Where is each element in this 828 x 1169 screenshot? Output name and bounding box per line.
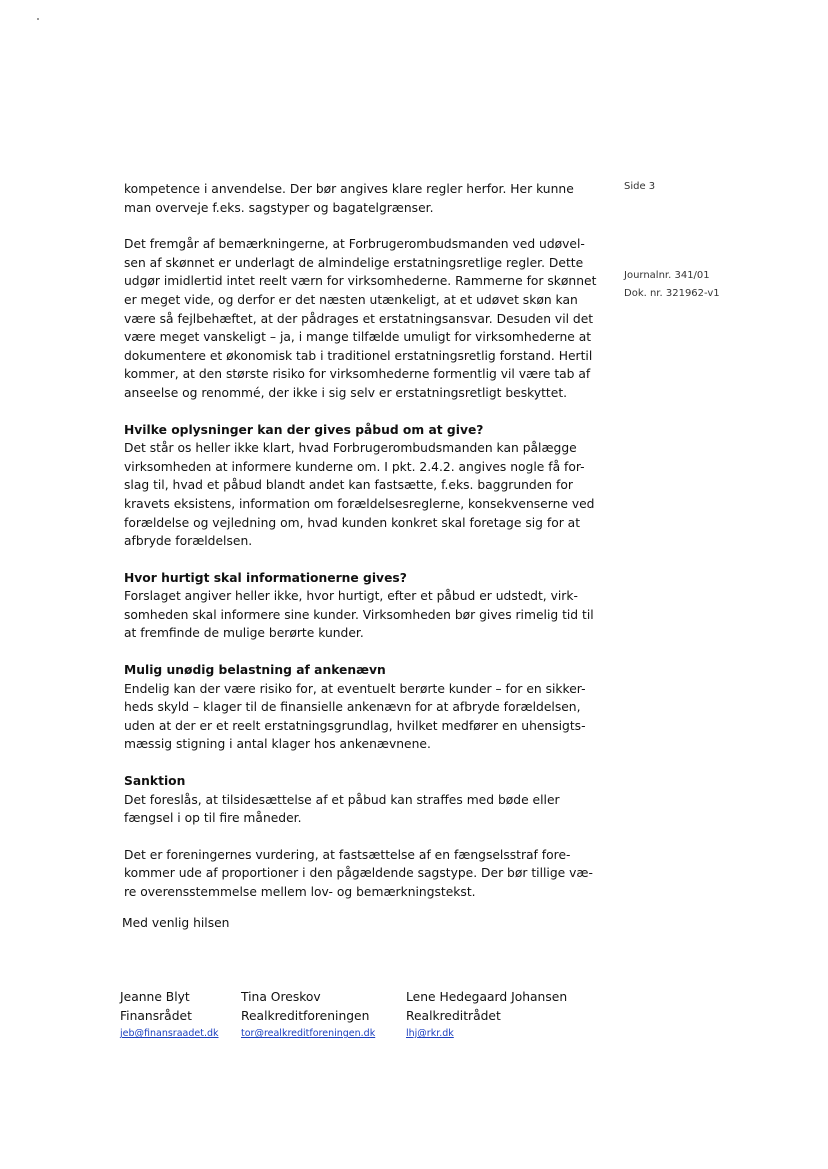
text-line: kommer ude af proportioner i den pågældende sagstype. Der bør tillige væ- — [124, 866, 593, 881]
section-heading: Hvor hurtigt skal informationerne gives? — [124, 570, 407, 585]
text-line: re overensstemmelse mellem lov- og bemærkningstekst. — [124, 885, 476, 899]
paragraph — [124, 569, 594, 643]
paragraph — [124, 772, 594, 828]
paragraph — [124, 421, 594, 551]
signature-block-3 — [406, 988, 567, 1044]
signer-organization: Finansrådet — [120, 1008, 192, 1023]
paragraph — [124, 180, 594, 217]
page-number: Side 3 — [624, 181, 656, 192]
text-line: somheden skal informere sine kunder. Virksomheden bør gives rimelig tid til — [124, 607, 594, 622]
text-line: fængsel i op til fire måneder. — [124, 811, 302, 826]
text-line: Forslaget angiver heller ikke, hvor hurtigt, efter et påbud er udstedt, virk- — [124, 589, 578, 604]
text-line: heds skyld – klager til de finansielle ankenævn for at afbryde forældelsen, — [124, 700, 581, 715]
signer-name: Jeanne Blyt — [120, 990, 190, 1004]
letter-body — [124, 180, 597, 920]
closing-greeting: Med venlig hilsen — [122, 916, 230, 930]
text-line: kompetence i anvendelse. Der bør angives klare regler herfor. Her kunne — [124, 182, 574, 196]
section-heading: Mulig unødig belastning af ankenævn — [124, 663, 386, 678]
text-line: er meget vide, og derfor er det næsten utænkeligt, at et udøvet skøn kan — [124, 292, 578, 307]
paragraph — [124, 661, 594, 754]
signature-block-1 — [120, 988, 219, 1044]
signature-block-2 — [241, 988, 375, 1044]
text-line: udgør imidlertid intet reelt værn for virksomhederne. Rammerne for skønnet — [124, 274, 597, 289]
signer-email-link[interactable]: jeb@finansraadet.dk — [120, 1028, 219, 1040]
signer-name: Tina Oreskov — [241, 990, 321, 1004]
text-line: Det foreslås, at tilsidesættelse af et påbud kan straffes med bøde eller — [124, 792, 560, 807]
document-number: Dok. nr. 321962-v1 — [624, 288, 720, 299]
signer-name: Lene Hedegaard Johansen — [406, 990, 568, 1004]
signer-organization: Realkreditrådet — [406, 1008, 501, 1023]
text-line: Det er foreningernes vurdering, at fastsættelse af en fængselsstraf fore- — [124, 847, 571, 862]
text-line: afbryde forældelsen. — [124, 534, 253, 549]
journal-number: Journalnr. 341/01 — [624, 270, 710, 281]
signer-organization: Realkreditforeningen — [241, 1008, 370, 1023]
text-line: mæssig stigning i antal klager hos ankenævnene. — [124, 737, 431, 752]
text-line: Endelig kan der være risiko for, at eventuelt berørte kunder – for en sikker- — [124, 681, 586, 696]
signer-email-link[interactable]: tor@realkreditforeningen.dk — [241, 1028, 376, 1040]
text-line: kravets eksistens, information om forældelsesreglerne, konsekvenserne ved — [124, 496, 595, 511]
text-line: forældelse og vejledning om, hvad kunden konkret skal foretage sig for at — [124, 515, 581, 530]
paragraph — [124, 235, 597, 402]
text-line: slag til, hvad et påbud blandt andet kan fastsætte, f.eks. baggrunden for — [124, 478, 573, 493]
section-heading: Hvilke oplysninger kan der gives påbud om at give? — [124, 422, 484, 437]
text-line: sen af skønnet er underlagt de almindelige erstatningsretlige regler. Dette — [124, 255, 584, 270]
text-line: dokumentere et økonomisk tab i traditionel erstatningsretlig forstand. Hertil — [124, 348, 593, 363]
text-line: man overveje f.eks. sagstyper og bagatelgrænser. — [124, 200, 434, 215]
signer-email-link[interactable]: lhj@rkr.dk — [406, 1028, 454, 1040]
scan-speck — [37, 18, 39, 20]
text-line: kommer, at den største risiko for virksomhederne formentlig vil være tab af — [124, 367, 591, 382]
text-line: være meget vanskeligt – ja, i mange tilfælde umuligt for virksomhederne at — [124, 330, 592, 345]
text-line: at fremfinde de mulige berørte kunder. — [124, 626, 364, 641]
paragraph — [124, 846, 594, 902]
text-line: være så fejlbehæftet, at der pådrages et erstatningsansvar. Desuden vil det — [124, 311, 594, 326]
text-line: uden at der er et reelt erstatningsgrundlag, hvilket medfører en uhensigts- — [124, 718, 586, 733]
section-heading: Sanktion — [124, 774, 186, 789]
text-line: anseelse og renommé, der ikke i sig selv er erstatningsretligt beskyttet. — [124, 385, 568, 400]
text-line: virksomheden at informere kunderne om. I pkt. 2.4.2. angives nogle få for- — [124, 459, 585, 474]
text-line: Det står os heller ikke klart, hvad Forbrugerombudsmanden kan pålægge — [124, 441, 577, 456]
text-line: Det fremgår af bemærkningerne, at Forbrugerombudsmanden ved udøvel- — [124, 237, 585, 252]
